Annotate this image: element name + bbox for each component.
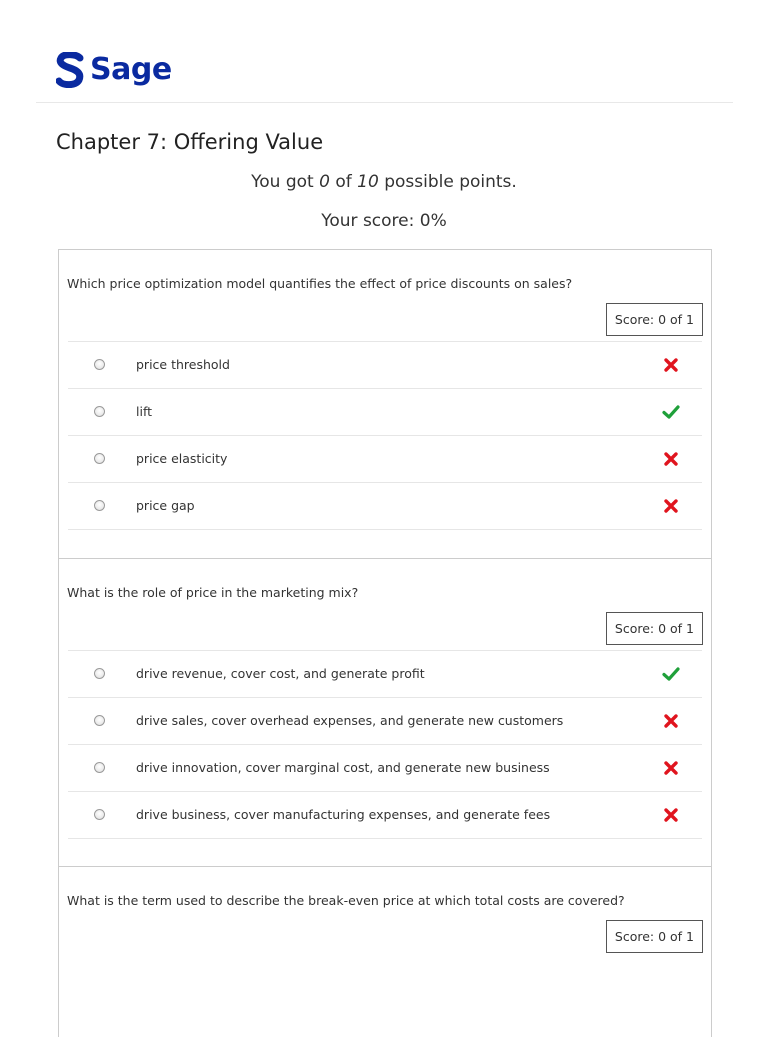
answer-text: price threshold — [136, 357, 230, 372]
question-score-badge: Score: 0 of 1 — [606, 612, 703, 645]
points-suffix: possible points. — [378, 172, 517, 192]
correct-icon — [662, 665, 680, 683]
question-text: Which price optimization model quantifies the effect of price discounts on sales? — [67, 276, 573, 291]
incorrect-icon — [662, 712, 680, 730]
incorrect-icon — [662, 497, 680, 515]
question-card — [58, 249, 712, 559]
score-percentage: Your score: 0% — [321, 211, 447, 231]
answer-option[interactable] — [68, 389, 702, 436]
answer-text: drive sales, cover overhead expenses, and generate new customers — [136, 713, 564, 728]
page-title: Chapter 7: Offering Value — [56, 130, 324, 154]
answer-option[interactable] — [68, 651, 702, 698]
radio-button[interactable] — [94, 453, 105, 464]
answer-list — [68, 650, 702, 839]
incorrect-icon — [662, 356, 680, 374]
radio-button[interactable] — [94, 809, 105, 820]
radio-button[interactable] — [94, 406, 105, 417]
incorrect-icon — [662, 759, 680, 777]
points-middle: of — [329, 172, 358, 192]
answer-text: drive business, cover manufacturing expenses, and generate fees — [136, 807, 551, 822]
answer-option[interactable] — [68, 483, 702, 530]
radio-button[interactable] — [94, 715, 105, 726]
answer-text: lift — [136, 404, 153, 419]
answer-list — [68, 341, 702, 530]
points-possible: 10 — [357, 172, 379, 192]
correct-icon — [662, 403, 680, 421]
answer-text: drive innovation, cover marginal cost, and generate new business — [136, 760, 550, 775]
question-score-badge: Score: 0 of 1 — [606, 920, 703, 953]
answer-option[interactable] — [68, 745, 702, 792]
answer-option[interactable] — [68, 792, 702, 839]
answer-option[interactable] — [68, 698, 702, 745]
answer-text: price gap — [136, 498, 195, 513]
points-summary — [0, 172, 768, 192]
answer-option[interactable] — [68, 436, 702, 483]
question-card — [58, 866, 712, 1037]
incorrect-icon — [662, 450, 680, 468]
radio-button[interactable] — [94, 668, 105, 679]
sage-logo[interactable] — [56, 52, 172, 88]
sage-logo-text: Sage — [90, 52, 172, 87]
question-text: What is the role of price in the marketing mix? — [67, 585, 359, 600]
question-score-badge: Score: 0 of 1 — [606, 303, 703, 336]
answer-text: price elasticity — [136, 451, 228, 466]
radio-button[interactable] — [94, 500, 105, 511]
question-card — [58, 558, 712, 867]
incorrect-icon — [662, 806, 680, 824]
points-prefix: You got — [251, 172, 320, 192]
header — [36, 0, 733, 103]
sage-s-icon — [56, 52, 84, 88]
radio-button[interactable] — [94, 359, 105, 370]
radio-button[interactable] — [94, 762, 105, 773]
question-text: What is the term used to describe the break-even price at which total costs are covered? — [67, 893, 625, 908]
points-earned: 0 — [319, 172, 330, 192]
answer-option[interactable] — [68, 342, 702, 389]
answer-text: drive revenue, cover cost, and generate profit — [136, 666, 425, 681]
